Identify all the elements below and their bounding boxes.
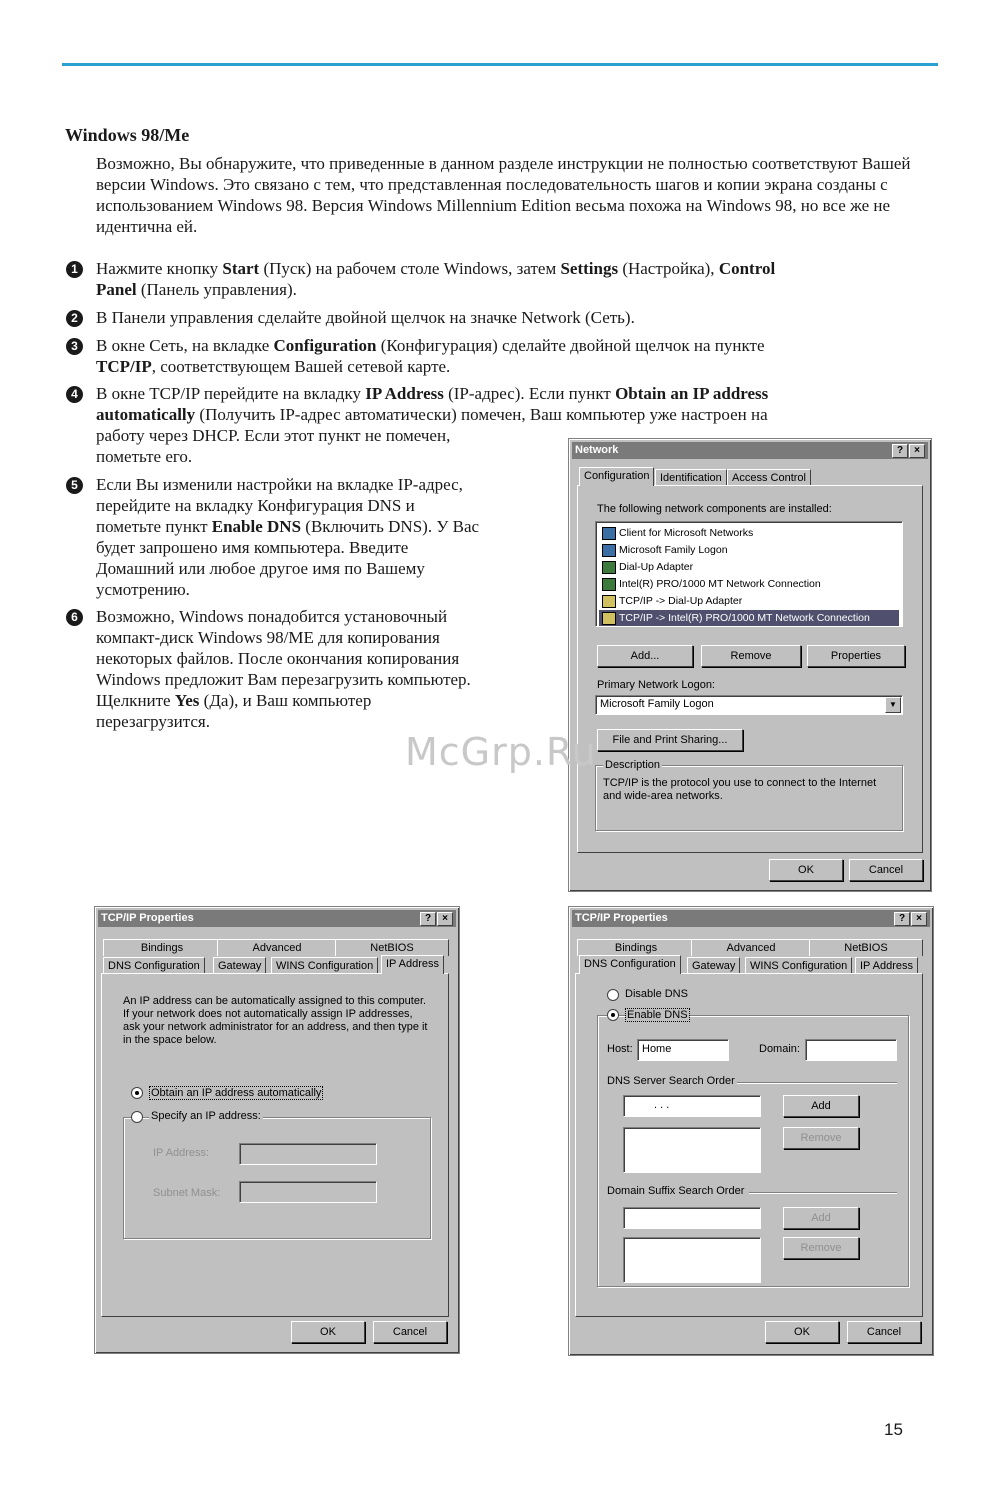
step-number: 2 — [66, 310, 83, 327]
step-text: Возможно, Windows понадобится установочный компакт-диск Windows 98/ME для копирования некоторых файлов. После окончания копирования Windows предложит Вам перезагрузить компьютер. Щелкните Yes (Да), и Ваш компьютер перезагрузится. — [96, 607, 471, 731]
subnet-mask-input[interactable] — [239, 1181, 377, 1203]
tab-configuration[interactable]: Configuration — [579, 467, 654, 486]
protocol-icon — [602, 595, 616, 608]
dialog-title: Network — [575, 444, 619, 456]
ip-address-label: IP Address: — [153, 1147, 210, 1159]
domain-input[interactable] — [805, 1039, 897, 1061]
specify-ip-label: Specify an IP address: — [151, 1110, 261, 1122]
info-text: An IP address can be automatically assigned to this computer. If your network does not automatically assign IP addresses, ask your network administrator for an address, and then type it in the space below. — [123, 995, 428, 1046]
watermark: McGrp.Ru — [405, 730, 597, 774]
cancel-button[interactable]: Cancel — [373, 1321, 447, 1343]
tab-identification[interactable]: Identification — [655, 469, 727, 486]
list-item[interactable]: Dial-Up Adapter — [599, 559, 899, 575]
subnet-mask-label: Subnet Mask: — [153, 1187, 221, 1199]
tab-ip-address[interactable]: IP Address — [855, 957, 918, 974]
host-input[interactable]: Home — [637, 1039, 729, 1061]
tab-advanced[interactable]: Advanced — [691, 939, 811, 956]
tab-dns-configuration[interactable]: DNS Configuration — [579, 955, 681, 974]
step-number: 5 — [66, 477, 83, 494]
enable-dns-radio[interactable] — [607, 1009, 619, 1021]
step-text: В Панели управления сделайте двойной щелчок на значке Network (Сеть). — [96, 308, 635, 327]
tcpip-dns-dialog — [568, 906, 934, 1356]
obtain-ip-radio[interactable] — [131, 1087, 143, 1099]
tab-gateway[interactable]: Gateway — [213, 957, 266, 974]
client-icon — [602, 544, 616, 557]
protocol-icon — [602, 612, 616, 625]
title-bar — [572, 910, 930, 927]
cancel-button[interactable]: Cancel — [849, 859, 923, 881]
step-text: Если Вы изменили настройки на вкладке IP-адрес, перейдите на вкладку Конфигурация DNS и пометьте пункт Enable DNS (Включить DNS). У Вас будет запрошено имя компьютера. Введите Домашний или любое другое имя по Вашему усмотрению. — [96, 475, 480, 599]
tab-wins-configuration[interactable]: WINS Configuration — [745, 957, 852, 974]
step-text: В окне TCP/IP перейдите на вкладку IP Address (IP-адрес). Если пункт Obtain an IP address automatically (Получить IP-адрес автоматически) помечен, Ваш компьютер уже настроен на работу через DHCP. Если этот пункт не помечен, пометьте его. — [96, 384, 769, 466]
dns-remove-button[interactable]: Remove — [783, 1127, 859, 1149]
components-label: The following network components are installed: — [597, 503, 832, 515]
client-icon — [602, 527, 616, 540]
server-order-label: DNS Server Search Order — [607, 1075, 735, 1087]
tcpip-ip-dialog — [94, 906, 460, 1354]
tab-access-control[interactable]: Access Control — [727, 469, 811, 486]
suffix-add-button[interactable]: Add — [783, 1207, 859, 1229]
tab-gateway[interactable]: Gateway — [687, 957, 740, 974]
ok-button[interactable]: OK — [765, 1321, 839, 1343]
help-button[interactable]: ? — [420, 912, 436, 926]
intro-paragraph: Возможно, Вы обнаружите, что приведенные в данном разделе инструкции не полностью соответствуют Вашей версии Windows. Это связано с тем, что представленная последовательность шагов и копии экрана созданы с использованием Windows 98. Версия Windows Millennium Edition весьма похожа на Windows 98, но все же не идентична ей. — [96, 154, 911, 236]
top-rule — [62, 63, 938, 66]
section-heading: Windows 98/Me — [65, 125, 190, 145]
divider — [749, 1192, 897, 1193]
list-item[interactable]: Intel(R) PRO/1000 MT Network Connection — [599, 576, 899, 592]
ok-button[interactable]: OK — [769, 859, 843, 881]
divider — [737, 1082, 897, 1083]
description-label: Description — [605, 759, 661, 771]
step-number: 6 — [66, 609, 83, 626]
add-button[interactable]: Add... — [597, 645, 693, 667]
step-number: 3 — [66, 338, 83, 355]
list-item[interactable]: TCP/IP -> Dial-Up Adapter — [599, 593, 899, 609]
tab-netbios[interactable]: NetBIOS — [809, 939, 923, 956]
dns-add-button[interactable]: Add — [783, 1095, 859, 1117]
step-number: 4 — [66, 386, 83, 403]
tab-wins-configuration[interactable]: WINS Configuration — [271, 957, 378, 974]
close-button[interactable]: × — [437, 912, 453, 926]
dialog-title: TCP/IP Properties — [101, 912, 194, 924]
specify-group — [123, 1117, 431, 1239]
ok-button[interactable]: OK — [291, 1321, 365, 1343]
components-list[interactable] — [595, 521, 903, 627]
tab-netbios[interactable]: NetBIOS — [335, 939, 449, 956]
adapter-icon — [602, 578, 616, 591]
enable-dns-label: Enable DNS — [627, 1009, 688, 1021]
title-bar — [572, 442, 928, 459]
suffix-input[interactable] — [623, 1207, 761, 1229]
step-number: 1 — [66, 261, 83, 278]
specify-ip-radio[interactable] — [131, 1111, 143, 1123]
domain-label: Domain: — [759, 1043, 800, 1055]
remove-button[interactable]: Remove — [701, 645, 801, 667]
list-item[interactable]: Client for Microsoft Networks — [599, 525, 899, 541]
properties-button[interactable]: Properties — [807, 645, 905, 667]
help-button[interactable]: ? — [892, 444, 908, 458]
list-item[interactable]: Microsoft Family Logon — [599, 542, 899, 558]
tab-advanced[interactable]: Advanced — [217, 939, 337, 956]
page-number: 15 — [884, 1420, 903, 1439]
list-item-selected[interactable]: TCP/IP -> Intel(R) PRO/1000 MT Network Connection — [599, 610, 899, 626]
dns-server-input[interactable]: . . . — [623, 1095, 761, 1117]
suffix-list[interactable] — [623, 1237, 761, 1283]
step-text: Нажмите кнопку Start (Пуск) на рабочем столе Windows, затем Settings (Настройка), Control Panel (Панель управления). — [96, 259, 776, 299]
network-dialog — [568, 438, 932, 892]
tab-bindings[interactable]: Bindings — [577, 939, 695, 956]
title-bar — [98, 910, 456, 927]
tab-dns-configuration[interactable]: DNS Configuration — [103, 957, 205, 974]
chevron-down-icon[interactable]: ▼ — [885, 697, 901, 713]
disable-dns-radio[interactable] — [607, 989, 619, 1001]
logon-label: Primary Network Logon: — [597, 679, 715, 691]
suffix-order-label: Domain Suffix Search Order — [607, 1185, 745, 1197]
file-print-sharing-button[interactable]: File and Print Sharing... — [597, 729, 743, 751]
host-label: Host: — [607, 1043, 633, 1055]
logon-select[interactable]: Microsoft Family Logon ▼ — [595, 695, 903, 715]
tab-ip-address[interactable]: IP Address — [381, 955, 444, 974]
adapter-icon — [602, 561, 616, 574]
obtain-ip-label: Obtain an IP address automatically — [151, 1087, 322, 1099]
help-button[interactable]: ? — [894, 912, 910, 926]
suffix-remove-button[interactable]: Remove — [783, 1237, 859, 1259]
dialog-title: TCP/IP Properties — [575, 912, 668, 924]
close-button[interactable]: × — [911, 912, 927, 926]
ip-address-input[interactable] — [239, 1143, 377, 1165]
description-text: TCP/IP is the protocol you use to connect to the Internet and wide-area networks. — [603, 777, 877, 802]
disable-dns-label: Disable DNS — [625, 988, 688, 1000]
cancel-button[interactable]: Cancel — [847, 1321, 921, 1343]
tab-bindings[interactable]: Bindings — [103, 939, 221, 956]
close-button[interactable]: × — [909, 444, 925, 458]
dns-server-list[interactable] — [623, 1127, 761, 1173]
step-text: В окне Сеть, на вкладке Configuration (Конфигурация) сделайте двойной щелчок на пункте TCP/IP, соответствующем Вашей сетевой карте. — [96, 336, 765, 376]
